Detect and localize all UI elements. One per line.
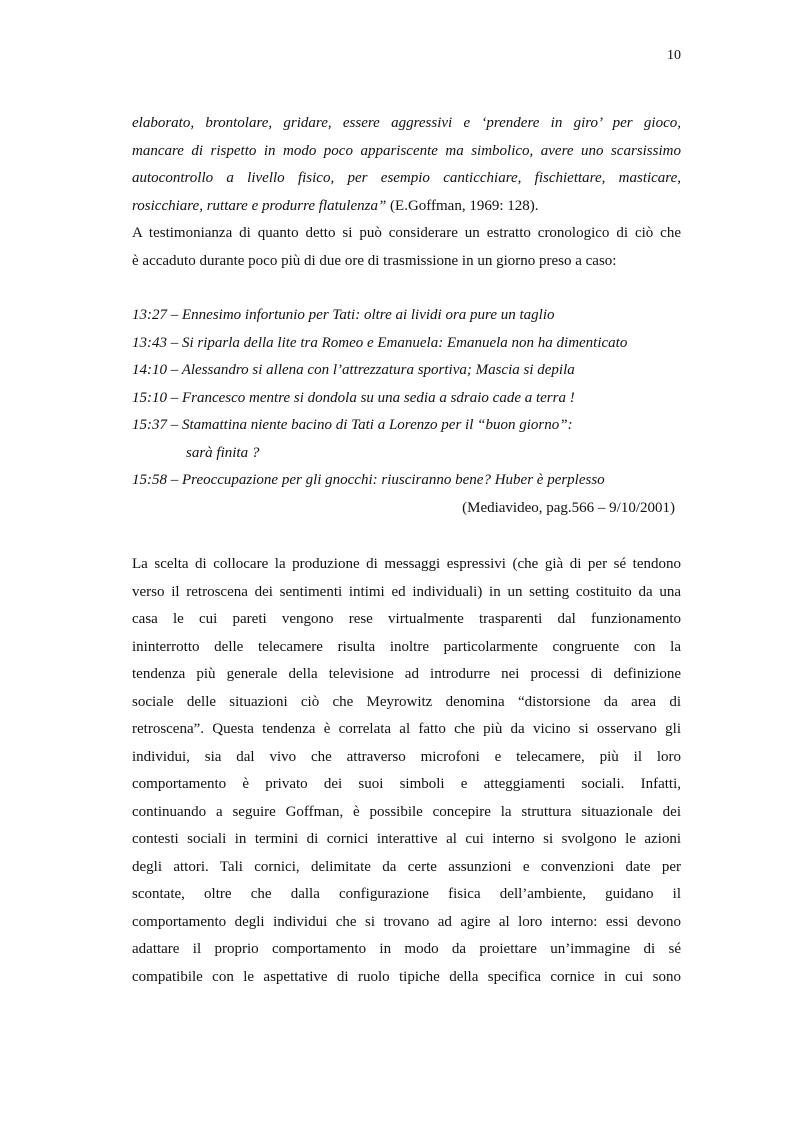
quote-line: elaborato, brontolare, gridare, essere aggressivi e ‘prendere in giro’ per gioco, bbox=[132, 115, 681, 131]
paragraph-line: scontate, oltre che dalla configurazione fisica dell’ambiente, guidano il bbox=[132, 886, 681, 902]
quote-citation: (E.Goffman, 1969: 128). bbox=[386, 197, 539, 214]
quote-last-italic: rosicchiare, ruttare e produrre flatulenza” bbox=[132, 197, 387, 214]
chronology-entry: 15:37 – Stamattina niente bacino di Tati a Lorenzo per il “buon giorno”: bbox=[132, 417, 573, 433]
chronology-list bbox=[132, 302, 681, 522]
paragraph-line: verso il retroscena dei sentimenti intimi ed individuali) in un setting costituito da una bbox=[132, 583, 681, 600]
intro-line: è accaduto durante poco più di due ore di trasmissione in un giorno preso a caso: bbox=[132, 252, 617, 269]
paragraph-line: continuando a seguire Goffman, è possibile concepire la struttura situazionale dei bbox=[132, 803, 681, 820]
paragraph-line: compatibile con le aspettative di ruolo tipiche della specifica cornice in cui sono bbox=[132, 968, 681, 985]
paragraph-line: casa le cui pareti vengono rese virtualmente trasparenti dal funzionamento bbox=[132, 611, 681, 627]
paragraph-line: comportamento degli individui che si trovano ad agire al loro interno: essi devono bbox=[132, 913, 681, 930]
quote-last-line bbox=[132, 193, 681, 221]
paragraph-line: adattare il proprio comportamento in modo da proiettare un’immagine di sé bbox=[132, 941, 681, 957]
quote-line: autocontrollo a livello fisico, per esempio canticchiare, fischiettare, masticare, bbox=[132, 170, 681, 186]
paragraph-line: comportamento è privato dei suoi simboli e atteggiamenti sociali. Infatti, bbox=[132, 776, 681, 792]
chronology-source: (Mediavideo, pag.566 – 9/10/2001) bbox=[462, 499, 675, 516]
paragraph-line: tendenza più generale della televisione ad introdurre nei processi di definizione bbox=[132, 666, 681, 682]
quote-block bbox=[132, 110, 681, 275]
chronology-entry: 14:10 – Alessandro si allena con l’attrezzatura sportiva; Mascia si depila bbox=[132, 362, 575, 378]
paragraph-line: contesti sociali in termini di cornici interattive al cui interno si svolgono le azioni bbox=[132, 831, 681, 847]
paragraph-line: ininterrotto delle telecamere risulta inoltre particolarmente congruente con la bbox=[132, 638, 681, 655]
quote-line: mancare di rispetto in modo poco appariscente ma simbolico, avere uno scarsissimo bbox=[132, 142, 681, 159]
intro-line: A testimonianza di quanto detto si può considerare un estratto cronologico di ciò che bbox=[132, 225, 681, 241]
chronology-entry-continuation: sarà finita ? bbox=[186, 444, 260, 461]
chronology-entry: 15:58 – Preoccupazione per gli gnocchi: riusciranno bene? Huber è perplesso bbox=[132, 472, 605, 488]
paragraph-line: degli attori. Tali cornici, delimitate da certe assunzioni e convenzioni date per bbox=[132, 858, 681, 875]
chronology-entry: 15:10 – Francesco mentre si dondola su una sedia a sdraio cade a terra ! bbox=[132, 389, 575, 406]
chronology-entry: 13:43 – Si riparla della lite tra Romeo e Emanuela: Emanuela non ha dimenticato bbox=[132, 334, 628, 351]
chronology-entry: 13:27 – Ennesimo infortunio per Tati: oltre ai lividi ora pure un taglio bbox=[132, 307, 555, 323]
body-paragraph bbox=[132, 551, 681, 991]
paragraph-line: sociale delle situazioni ciò che Meyrowitz denomina “distorsione da area di bbox=[132, 693, 681, 710]
paragraph-line: individui, sia dal vivo che attraverso microfoni e telecamere, più il loro bbox=[132, 748, 681, 765]
paragraph-line: retroscena”. Questa tendenza è correlata al fatto che più da vicino si osservano gli bbox=[132, 721, 681, 737]
paragraph-line: La scelta di collocare la produzione di messaggi espressivi (che già di per sé tendono bbox=[132, 556, 681, 572]
page-number: 10 bbox=[667, 48, 681, 63]
